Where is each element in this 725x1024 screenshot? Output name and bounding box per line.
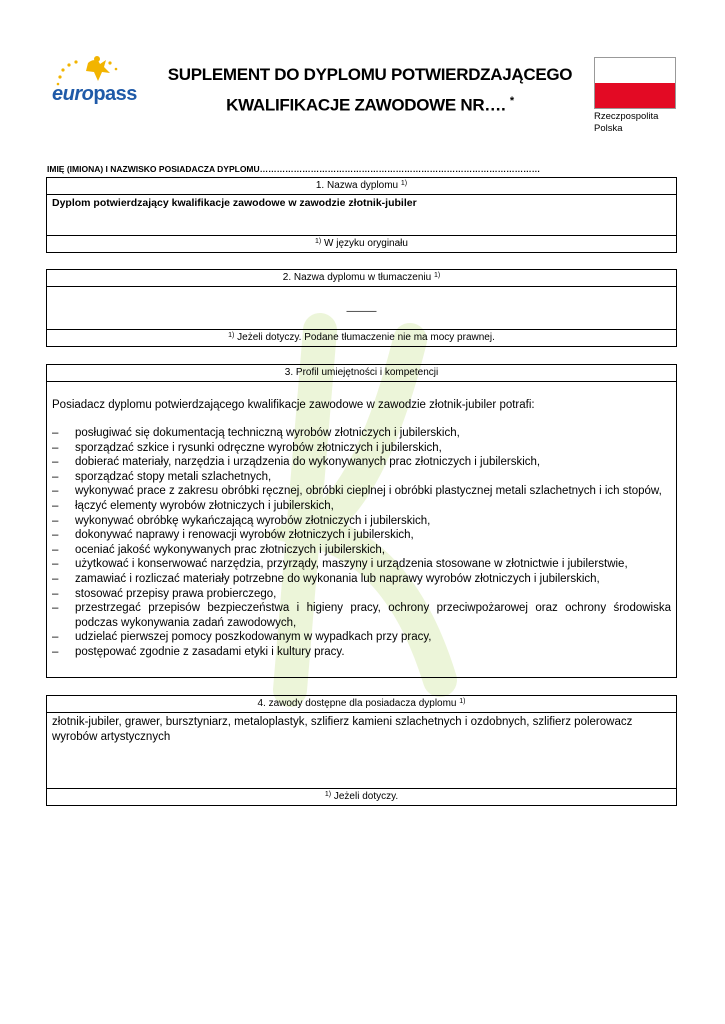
flag-white-stripe	[595, 58, 675, 83]
skill-item	[52, 601, 671, 630]
section-available-occupations	[46, 695, 677, 806]
section-3-intro: Posiadacz dyplomu potwierdzającego kwalifikacje zawodowe w zawodzie złotnik-jubiler potrafi:	[52, 399, 535, 411]
country-name	[594, 111, 658, 135]
section-skills-profile	[46, 364, 677, 678]
section-3-header: 3. Profil umiejętności i kompetencji	[47, 365, 676, 382]
skill-item-text: postępować zgodnie z zasadami etyki i kultury pracy.	[75, 645, 345, 658]
section-1-header	[47, 178, 676, 195]
skill-item	[52, 455, 671, 470]
list-dash: –	[52, 514, 59, 527]
section-4-header	[47, 696, 676, 713]
section-2-footer	[47, 329, 676, 346]
skill-item	[52, 499, 671, 514]
skill-item	[52, 484, 671, 499]
list-dash: –	[52, 427, 59, 439]
country-line-1: Rzeczpospolita	[594, 111, 659, 122]
title-line-2	[160, 88, 580, 119]
skill-item-text: zamawiać i rozliczać materiały potrzebne do wykonania lub naprawy wyrobów złotniczych i jubilerskich,	[75, 572, 600, 585]
flag-red-stripe	[595, 83, 675, 108]
country-line-2: Polska	[594, 123, 623, 134]
skill-item	[52, 630, 671, 645]
section-2-header	[47, 270, 676, 287]
section-1-header-text: 1. Nazwa dyplomu	[315, 180, 399, 191]
skill-item	[52, 528, 671, 543]
list-dash: –	[52, 470, 59, 483]
list-dash: –	[52, 558, 59, 571]
section-1-footer-ref: 1)	[315, 238, 322, 245]
skill-item-text: stosować przepisy prawa probierczego,	[75, 587, 277, 600]
section-2-footer-text: Jeżeli dotyczy. Podane tłumaczenie nie ma mocy prawnej.	[237, 332, 495, 343]
skill-item	[52, 645, 671, 660]
skills-list	[52, 426, 671, 660]
list-dash: –	[52, 631, 59, 644]
skill-item	[52, 441, 671, 456]
skill-item-text: dokonywać naprawy i renowacji wyrobów złotniczych i jubilerskich,	[75, 529, 414, 542]
skill-item-text: przestrzegać przepisów bezpieczeństwa i higieny pracy, ochrony przeciwpożarowej oraz ochrony środowiska podczas wykonywania zadań zawodowych,	[75, 602, 671, 629]
section-2-header-text: 2. Nazwa dyplomu w tłumaczeniu	[282, 272, 432, 283]
skill-item-text: użytkować i konserwować narzędzia, przyrządy, maszyny i urządzenia stosowane w złotnictwie i jubilerstwie,	[75, 558, 628, 571]
section-1-footer	[47, 235, 676, 252]
section-4-header-ref: 1)	[459, 698, 466, 705]
title-asterisk: *	[509, 95, 514, 107]
list-dash: –	[52, 499, 59, 512]
list-dash: –	[52, 441, 59, 454]
skill-item	[52, 470, 671, 485]
europass-word-pass: pass	[93, 83, 137, 105]
list-dash: –	[52, 587, 59, 600]
title-line-1: SUPLEMENT DO DYPLOMU POTWIERDZAJĄCEGO	[167, 65, 573, 84]
skill-item-text: udzielać pierwszej pomocy poszkodowanym w wypadkach przy pracy,	[75, 631, 432, 644]
section-2-footer-ref: 1)	[228, 332, 235, 339]
document-title	[160, 62, 580, 119]
europass-logo	[50, 55, 150, 110]
holder-name-label: IMIĘ (IMIONA) I NAZWISKO POSIADACZA DYPLOMU………………………………………………………………………………………	[47, 164, 541, 174]
skill-item-text: wykonywać obróbkę wykańczającą wyrobów złotniczych i jubilerskich,	[75, 514, 431, 527]
skill-item	[52, 587, 671, 602]
skill-item-text: sporządzać szkice i rysunki odręczne wyrobów złotniczych i jubilerskich,	[75, 441, 442, 454]
europass-word-euro: euro	[52, 83, 94, 105]
list-dash: –	[52, 529, 59, 542]
section-4-footer-ref: 1)	[324, 791, 332, 798]
skill-item	[52, 557, 671, 572]
section-1-header-ref: 1)	[400, 180, 408, 187]
skill-item	[52, 572, 671, 587]
title-line-2-text: KWALIFIKACJE ZAWODOWE NR….	[226, 95, 506, 115]
section-1-content: Dyplom potwierdzający kwalifikacje zawodowe w zawodzie złotnik-jubiler	[52, 197, 417, 209]
section-2-content: ———	[346, 306, 377, 317]
skill-item-text: łączyć elementy wyrobów złotniczych i jubilerskich,	[75, 499, 334, 512]
section-4-header-text: 4. zawody dostępne dla posiadacza dyplomu	[257, 698, 457, 709]
list-dash: –	[52, 456, 59, 469]
section-4-footer-text: Jeżeli dotyczy.	[333, 791, 399, 802]
list-dash: –	[52, 645, 59, 658]
section-diploma-name	[46, 177, 677, 253]
section-4-content: złotnik-jubiler, grawer, bursztyniarz, metaloplastyk, szlifierz kamieni szlachetnych i ozdobnych, szlifierz polerowacz wyrobów artystycznych	[52, 716, 633, 743]
skill-item	[52, 514, 671, 529]
skill-item-text: wykonywać prace z zakresu obróbki ręcznej, obróbki cieplnej i obróbki plastycznej metali szlachetnych i ich stopów,	[75, 485, 662, 498]
list-dash: –	[52, 485, 59, 498]
list-dash: –	[52, 543, 59, 556]
poland-flag-icon	[594, 57, 676, 109]
europass-wordmark	[52, 83, 137, 106]
skill-item-text: dobierać materiały, narzędzia i urządzenia do wykonywanych prac złotniczych i jubilerskich,	[75, 456, 541, 469]
list-dash: –	[52, 602, 59, 615]
skill-item	[52, 426, 671, 441]
list-dash: –	[52, 572, 59, 585]
section-2-header-ref: 1)	[433, 272, 441, 279]
section-1-footer-text: W języku oryginału	[324, 238, 408, 249]
section-translated-name	[46, 269, 677, 347]
skill-item-text: sporządzać stopy metali szlachetnych,	[75, 470, 272, 483]
skill-item-text: posługiwać się dokumentacją techniczną wyrobów złotniczych i jubilerskich,	[75, 427, 460, 439]
section-4-footer	[47, 788, 676, 805]
skill-item	[52, 543, 671, 558]
skill-item-text: oceniać jakość wykonywanych prac złotniczych i jubilerskich,	[75, 543, 385, 556]
